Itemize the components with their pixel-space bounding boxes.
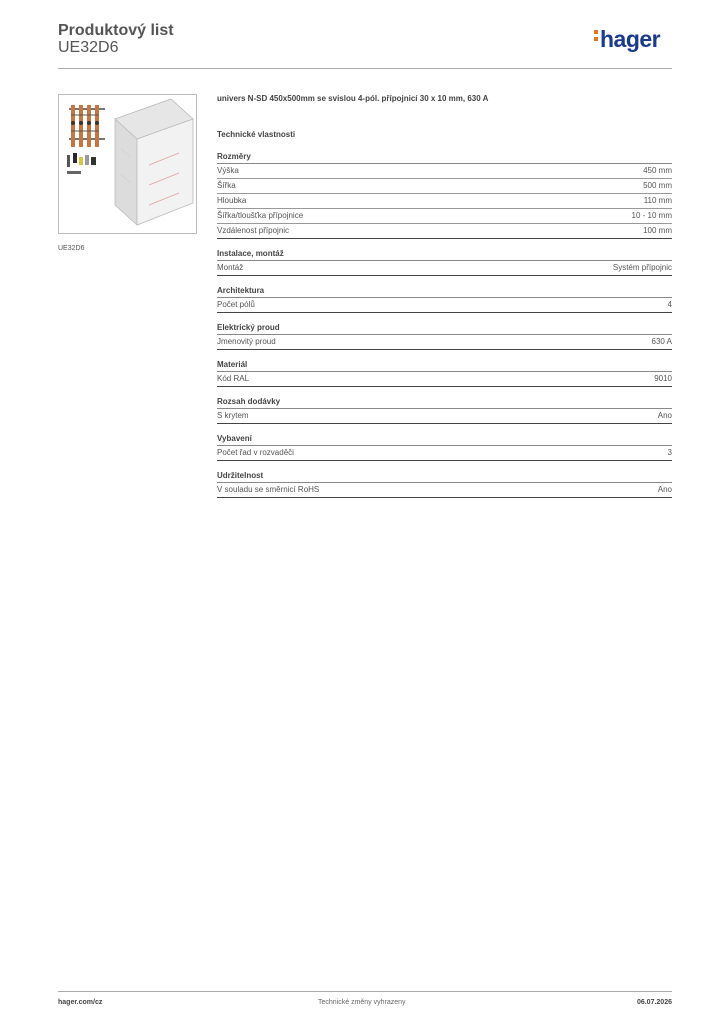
section-title: Rozsah dodávky [217, 397, 672, 409]
footer-notice: Technické změny vyhrazeny [318, 999, 406, 1006]
spec-value: 4 [667, 300, 672, 309]
spec-value: 3 [667, 448, 672, 457]
spec-row [217, 164, 672, 179]
spec-label: Šířka/tloušťka přípojnice [217, 211, 304, 220]
spec-label: Montáž [217, 263, 244, 272]
spec-sections [217, 152, 672, 498]
spec-section [217, 471, 672, 498]
document-title: Produktový list [58, 22, 174, 39]
spec-section [217, 360, 672, 387]
product-description: univers N-SD 450x500mm se svislou 4-pól. přípojnicí 30 x 10 mm, 630 A [217, 94, 489, 103]
image-caption: UE32D6 [58, 245, 85, 252]
spec-row [217, 335, 672, 350]
product-image [58, 94, 197, 234]
logo-text: hager [600, 26, 661, 52]
spec-label: Jmenovitý proud [217, 337, 276, 346]
spec-row [217, 179, 672, 194]
spec-label: Výška [217, 166, 239, 175]
section-title: Vybavení [217, 434, 672, 446]
section-title: Architektura [217, 286, 672, 298]
spec-value: Ano [657, 411, 672, 420]
spec-section [217, 286, 672, 313]
section-title: Udržitelnost [217, 471, 672, 483]
spec-value: Ano [657, 485, 672, 494]
busbar-kit-illustration [59, 95, 197, 234]
footer-date: 06.07.2026 [636, 999, 672, 1006]
spec-value: 500 mm [643, 181, 672, 190]
spec-value: 10 - 10 mm [631, 211, 672, 220]
hager-logo[interactable] [594, 26, 660, 53]
product-code: UE32D6 [58, 39, 119, 56]
spec-row [217, 372, 672, 387]
section-title: Materiál [217, 360, 672, 372]
spec-section [217, 397, 672, 424]
spec-value: 630 A [651, 337, 672, 346]
spec-section [217, 249, 672, 276]
spec-value: Systém přípojnic [612, 263, 672, 272]
spec-section [217, 434, 672, 461]
cover-panels-icon [115, 99, 193, 225]
spec-row [217, 224, 672, 239]
busbar-assembly-icon [69, 105, 105, 147]
section-title: Rozměry [217, 152, 672, 164]
logo-dots-icon [594, 30, 598, 44]
spec-row [217, 209, 672, 224]
spec-label: Počet pólů [217, 300, 255, 309]
spec-label: Hloubka [217, 196, 247, 205]
spec-section [217, 323, 672, 350]
spec-row [217, 261, 672, 276]
spec-label: Šířka [217, 181, 236, 190]
spec-row [217, 298, 672, 313]
spec-section [217, 152, 672, 239]
spec-label: S krytem [217, 411, 249, 420]
product-specifications [217, 94, 672, 508]
footer-website-link[interactable]: hager.com/cz [58, 999, 103, 1006]
mounting-parts-icon [67, 153, 96, 174]
spec-row [217, 446, 672, 461]
spec-value: 100 mm [643, 226, 672, 235]
spec-row [217, 194, 672, 209]
footer-divider [58, 991, 672, 992]
technical-properties-heading: Technické vlastnosti [217, 130, 296, 139]
spec-label: V souladu se směrnicí RoHS [217, 485, 320, 494]
spec-value: 110 mm [643, 196, 672, 205]
spec-value: 450 mm [643, 166, 672, 175]
section-title: Elektrický proud [217, 323, 672, 335]
spec-row [217, 409, 672, 424]
header-divider [58, 68, 672, 69]
spec-row [217, 483, 672, 498]
spec-value: 9010 [654, 374, 672, 383]
spec-label: Počet řad v rozvaděči [217, 448, 294, 457]
spec-label: Vzdálenost přípojnic [217, 226, 290, 235]
section-title: Instalace, montáž [217, 249, 672, 261]
spec-label: Kód RAL [217, 374, 250, 383]
